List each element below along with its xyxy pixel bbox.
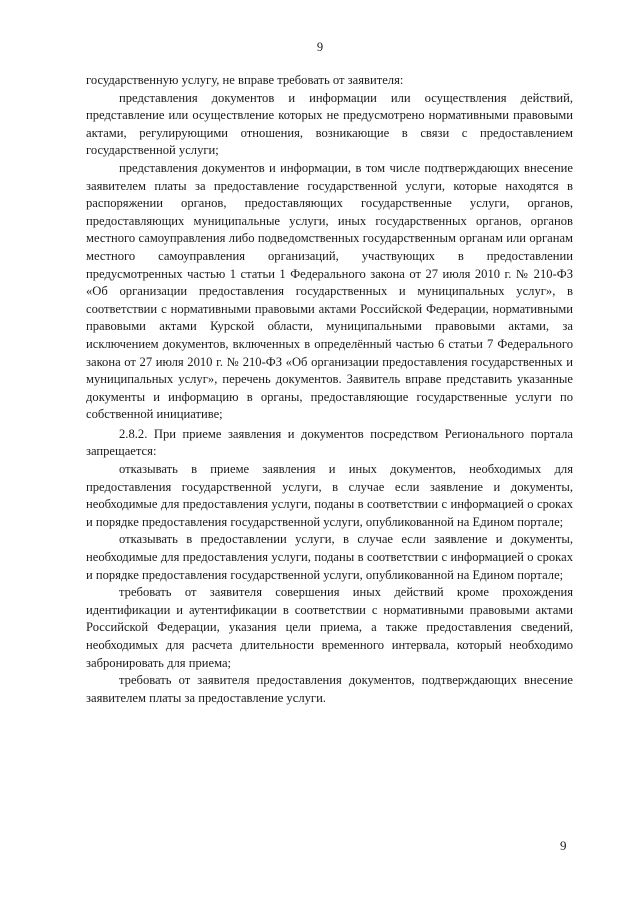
paragraph-prohibition-documents: представления документов и информации, в том числе подтверждающих внесение заявителем платы за предоставление государственной услуги, которые находятся в распоряжении органов, предоставляющих государственные услуги, органов, предоставляющих муниципальные услуги, иных государственных органов, органов местного самоуправления либо подведомственных государственным органам или органам местного самоуправления организаций, участвующих в предоставлении предусмотренных частью 1 статьи 1 Федерального закона от 27 июля 2010 г. № 210-ФЗ «Об организации предоставления государственных и муниципальных услуг», в соответствии с нормативными правовыми актами Российской Федерации, нормативными правовыми актами Курской области, муниципальными правовыми актами, за исключением документов, включенных в определённый частью 6 статьи 7 Федерального закона от 27 июля 2010 г. № 210-ФЗ «Об организации предоставления государственных и муниципальных услуг», перечень документов. Заявитель вправе представить указанные документы и информацию в органы, предоставляющие государственные услуги по собственной инициативе;	[86, 160, 573, 422]
paragraph-intro: государственную услугу, не вправе требовать от заявителя:	[86, 73, 404, 87]
paragraph-require-actions: требовать от заявителя совершения иных действий кроме прохождения идентификации и аутентификации в соответствии с нормативными правовыми актами Российской Федерации, указания цели приема, а также предоставления сведений, необходимых для расчета длительности временного интервала, который необходимо забронировать для приема;	[86, 585, 573, 670]
page-number-top: 9	[316, 40, 324, 54]
document-body	[86, 72, 573, 707]
paragraph-prohibition-actions: представления документов и информации или осуществления действий, представление или осуществление которых не предусмотрено нормативными правовыми актами, регулирующими отношения, возникающие в связи с предоставлением государственной услуги;	[86, 90, 573, 158]
paragraph-refuse-acceptance: отказывать в приеме заявления и иных документов, необходимых для предоставления государственной услуги, в случае если заявление и документы, необходимые для предоставления услуги, поданы в соответствии с информацией о сроках и порядке предоставления государственной услуги, опубликованной на Едином портале;	[86, 462, 573, 529]
paragraph-refuse-service: отказывать в предоставлении услуги, в случае если заявление и документы, необходимые для предоставления услуги, поданы в соответствии с информацией о сроках и порядке предоставления государственной услуги, опубликованной на Едином портале;	[86, 532, 573, 582]
paragraph-require-payment-documents: требовать от заявителя предоставления документов, подтверждающих внесение заявителем платы за предоставление услуги.	[86, 673, 573, 705]
paragraph-section-2-8-2: 2.8.2. При приеме заявления и документов посредством Регионального портала запрещается:	[86, 426, 573, 459]
page-number-bottom: 9	[560, 838, 567, 853]
